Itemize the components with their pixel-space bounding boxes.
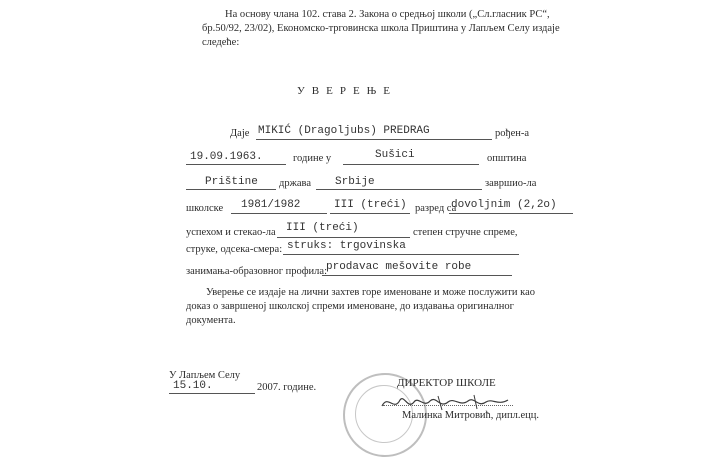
underline-birth-date <box>186 164 286 165</box>
value-school-year: 1981/1982 <box>241 199 301 211</box>
value-field: struks: trgovinska <box>287 240 406 252</box>
underline-field <box>283 254 519 255</box>
label-razred-sa: разред са <box>415 203 457 214</box>
label-godine-u: године у <box>293 153 332 164</box>
director-name: Малинка Митровић, дипл.ецц. <box>402 410 540 421</box>
label-drzava: држава <box>279 178 311 189</box>
label-zanimanja: занимања-образовног профила: <box>186 266 327 277</box>
statement-line-1: Уверење се издаје на лични захтев горе именоване и може послужити као <box>206 287 535 298</box>
footer-year: 2007. године. <box>257 382 317 393</box>
value-success: dovoljnim (2,2o) <box>451 199 557 211</box>
label-daje: Даје <box>230 128 250 139</box>
underline-profile <box>322 275 512 276</box>
label-uspehom: успехом и стекао-ла <box>186 227 276 238</box>
value-profile: prodavac mešovite robe <box>326 261 472 273</box>
value-municipality: Prištine <box>205 176 258 188</box>
statement-line-3: документа. <box>186 315 236 326</box>
label-opstina: општина <box>487 153 527 164</box>
intro-line-1: На основу члана 102. става 2. Закона о средњој школи („Сл.гласник РС“, <box>225 9 550 20</box>
label-struke: струке, одсека-смера: <box>186 244 283 255</box>
value-birth-date: 19.09.1963. <box>190 151 263 163</box>
value-country: Srbije <box>335 176 375 188</box>
underline-success <box>449 213 573 214</box>
label-zavrsio: завршио-ла <box>485 178 537 189</box>
underline-name <box>256 139 492 140</box>
footer-date: 15.10. <box>173 380 213 392</box>
underline-grade <box>330 213 410 214</box>
footer-place: У Лапљем Селу <box>169 370 241 381</box>
document-title: УВЕРЕЊЕ <box>297 85 397 97</box>
label-rodjen: рођен-а <box>495 128 530 139</box>
underline-municipality <box>186 189 276 190</box>
underline-school-year <box>231 213 327 214</box>
value-degree: III (treći) <box>286 222 359 234</box>
underline-degree <box>277 237 410 238</box>
director-title: ДИРЕКТОР ШКОЛЕ <box>397 377 496 389</box>
label-stepen: степен стручне спреме, <box>413 227 518 238</box>
value-birth-place: Sušici <box>375 149 415 161</box>
value-name: MIKIĆ (Dragoljubs) PREDRAG <box>258 125 430 137</box>
underline-country <box>316 189 482 190</box>
underline-date <box>169 393 255 394</box>
intro-line-3: следеће: <box>202 37 240 48</box>
intro-line-2: бр.50/92, 23/02), Економско-трговинска школа Приштина у Лапљем Селу издаје <box>202 23 560 34</box>
statement-line-2: доказ о завршеној школској спреми именоване, до издавања оригиналног <box>186 301 514 312</box>
label-skolske: школске <box>186 203 224 214</box>
value-grade: III (treći) <box>334 199 407 211</box>
underline-birth-place <box>343 164 479 165</box>
